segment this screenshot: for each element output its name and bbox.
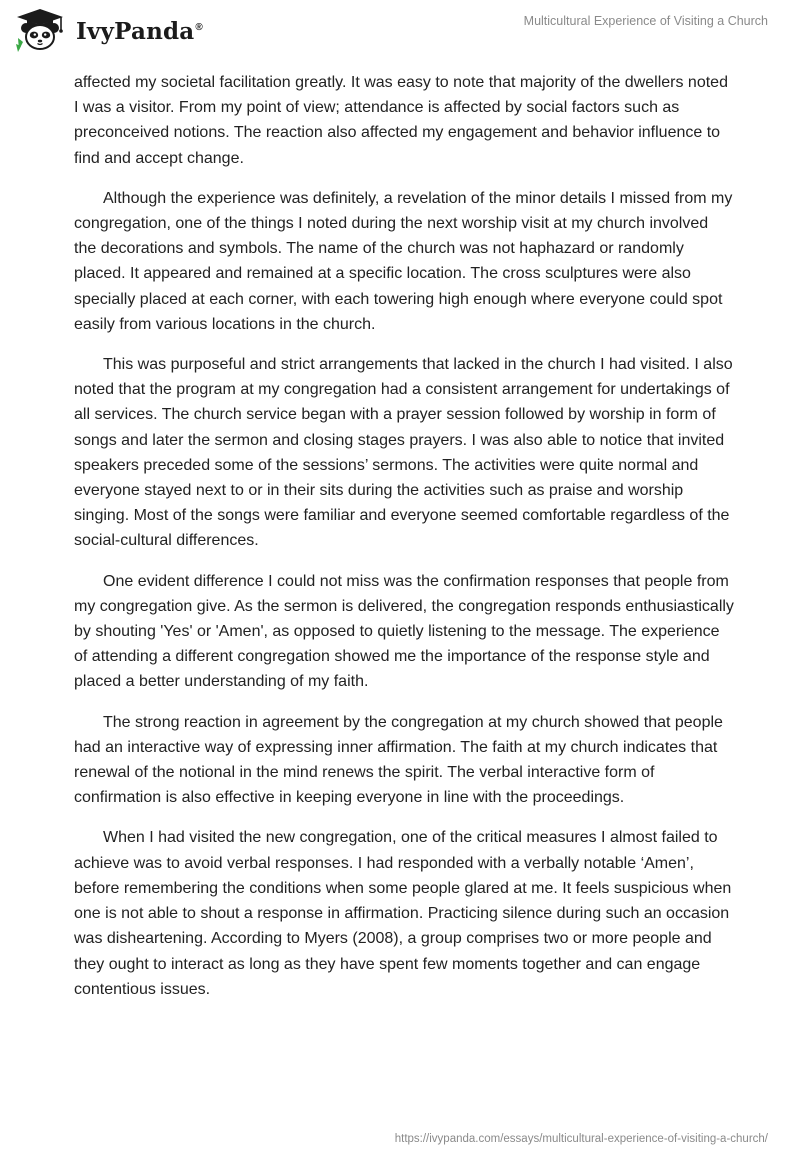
- page-header: [0, 0, 800, 60]
- brand-name: IvyPanda®: [76, 17, 203, 45]
- paragraph-4: One evident difference I could not miss was the confirmation responses that people from my congregation give. As the sermon is delivered, the congregation responds enthusiastically by shouting 'Yes' or 'Amen', as opposed to quietly listening to the message. The experience of attending a different congregation showed me the importance of the response style and placed a better understanding of my faith.: [74, 572, 734, 691]
- document-title: Multicultural Experience of Visiting a Church: [523, 14, 768, 28]
- registered-mark: ®: [195, 21, 203, 33]
- source-url-link[interactable]: https://ivypanda.com/essays/multicultural-experience-of-visiting-a-church/: [394, 1133, 768, 1145]
- paragraph-1: affected my societal facilitation greatly. It was easy to note that majority of the dwellers noted I was a visitor. From my point of view; attendance is affected by social factors such as preconceived notions. The reaction also affected my engagement and behavior influence to find and accept change.: [74, 74, 728, 167]
- paragraph-6: When I had visited the new congregation, one of the critical measures I almost failed to achieve was to avoid verbal responses. I had responded with a verbally notable ‘Amen’, before remembering the conditions when some people glared at me. It feels suspicious when one is not able to shout a response in affirmation. Practicing silence during such an occasion was disheartening. According to Myers (2008), a group comprises two or more people and they ought to interact as long as they have spent few moments together and can engage contentious issues.: [74, 829, 732, 998]
- paragraph-3: This was purposeful and strict arrangements that lacked in the church I had visited. I also noted that the program at my congregation had a consistent arrangement for undertakings of all services. The church service began with a prayer session followed by worship in form of songs and later the sermon and closing stages prayers. I was also able to notice that invited speakers preceded some of the sessions’ sermons. The activities were quite normal and everyone stayed next to or in their sits during the activities such as praise and worship singing. Most of the songs were familiar and everyone seemed comfortable regardless of the social-cultural differences.: [74, 356, 733, 550]
- essay-body: [74, 70, 734, 1017]
- paragraph-5: The strong reaction in agreement by the congregation at my church showed that people had an interactive way of expressing inner affirmation. The faith at my church indicates that renewal of the notional in the mind renews the spirit. The verbal interactive form of confirmation is also effective in keeping everyone in line with the proceedings.: [74, 713, 723, 807]
- paragraph-2: Although the experience was definitely, a revelation of the minor details I missed from my congregation, one of the things I noted during the next worship visit at my church involved the decorations and symbols. The name of the church was not haphazard or randomly placed. It appeared and remained at a specific location. The cross sculptures were also specially placed at each corner, with each towering high enough where everyone could spot easily from various locations in the church.: [74, 189, 733, 333]
- ivypanda-logo[interactable]: [14, 8, 203, 52]
- panda-graduate-icon: [14, 8, 66, 52]
